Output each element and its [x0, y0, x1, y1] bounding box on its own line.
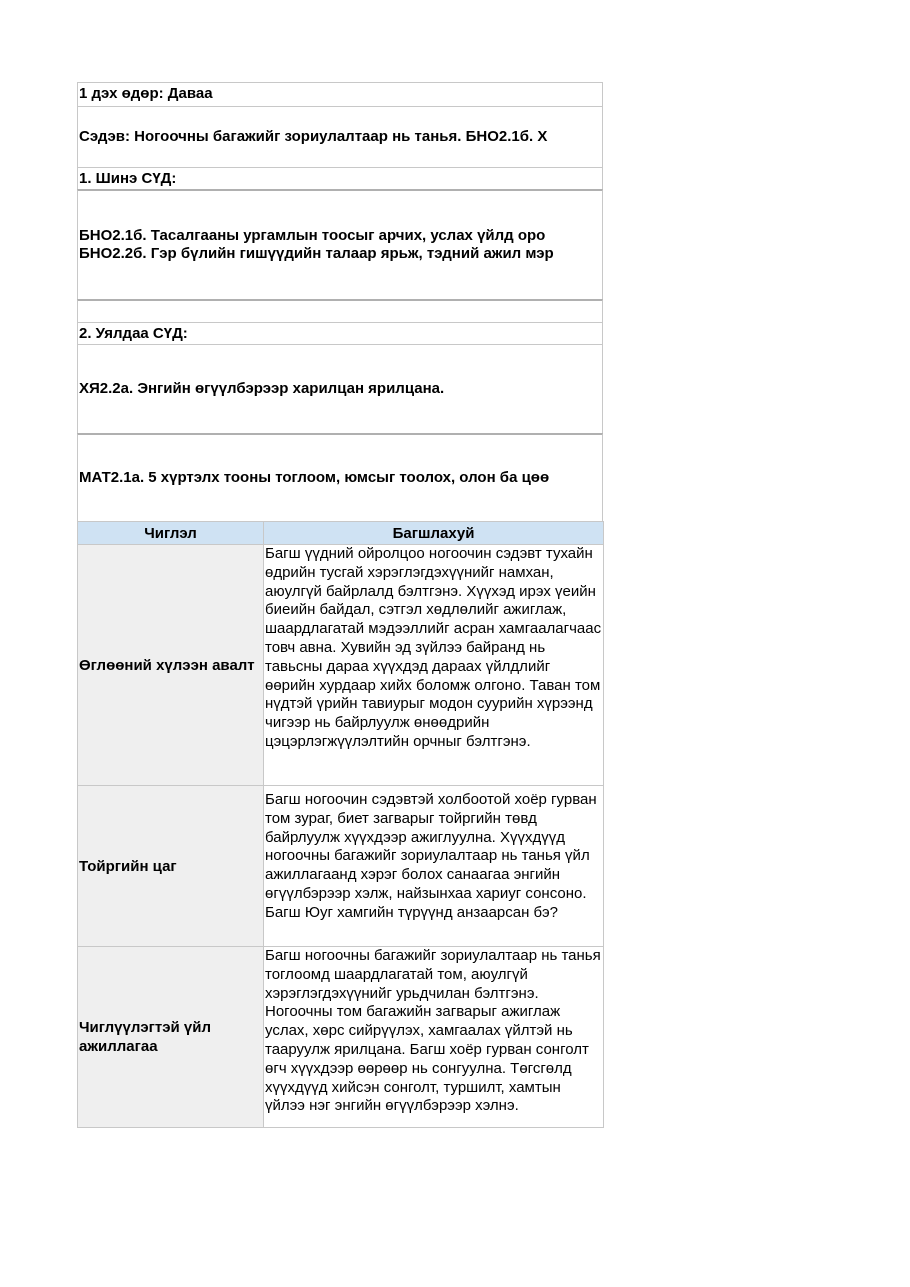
- table-row: [78, 947, 604, 1128]
- day-title: 1 дэх өдөр: Даваа: [79, 85, 213, 102]
- linked-goal-heading: 2. Уялдаа СҮД:: [79, 325, 188, 342]
- row-text: [264, 545, 604, 786]
- header-teaching: Багшлахуй: [264, 522, 604, 545]
- topic-text: Сэдэв: Ногоочны багажийг зориулалтаар нь танья. БНО2.1б. Х: [79, 128, 548, 145]
- linked-goal-1: ХЯ2.2а. Энгийн өгүүлбэрээр харилцан ярилцана.: [79, 380, 445, 397]
- linked-goal-1-row: [77, 344, 603, 433]
- linked-goal-2: МАТ2.1а. 5 хүртэлх тооны тоглоом, юмсыг тоолох, олон ба цөө: [79, 469, 550, 486]
- new-goal-1: БНО2.1б. Тасалгааны ургамлын тоосыг арчих, услах үйлд оро: [79, 227, 546, 244]
- day-title-row: [77, 82, 603, 106]
- topic-row: [77, 106, 603, 167]
- row-category: Чиглүүлэгтэй үйл ажиллагаа: [78, 947, 264, 1128]
- new-goal-2: БНО2.2б. Гэр бүлийн гишүүдийн талаар ярьж, тэдний ажил мэр: [79, 245, 554, 262]
- table-row: [78, 545, 604, 786]
- row-text-content: Багш ногоочин сэдэвтэй холбоотой хоёр гурван том зураг, биет загварыг тойргийн төвд байрлуулж хүүхдээр ажиглуулна. Хүүхдүүд ногоочны багажийг зориулалтаар нь танья үйл ажиллагаанд хэрэг болох санаагаа энгийн өгүүлбэрээр хэлж, найзынхаа хариуг сонсоно. Багш Юуг хамгийн түрүүнд анзаарсан бэ?: [265, 791, 597, 921]
- new-goal-heading-row: [77, 167, 603, 189]
- row-text-content: Багш үүдний ойролцоо ногоочин сэдэвт тухайн өдрийн тусгай хэрэглэгдэхүүнийг намхан, аюулгүй байрлалд бэлтгэнэ. Хүүхэд ирэх үеийн биеийн байдал, сэтгэл хөдлөлийг ажиглаж, шаардлагатай мэдээллийг асран хамгаалагчаас товч авна. Хувийн эд зүйлээ байранд нь тавьсны дараа хүүхдэд дараах үйлдлийг өөрийн хурдаар хийх боломж олгоно. Таван том нүдтэй үрийн тавиурыг модон суурийн хүрээнд чигээр нь байрлуулж өнөөдрийн цэцэрлэгжүүлэлтийн орчныг бэлтгэнэ.: [265, 545, 602, 750]
- table-header-row: [78, 522, 604, 545]
- header-direction: Чиглэл: [78, 522, 264, 545]
- new-goal-heading: 1. Шинэ СҮД:: [79, 170, 177, 187]
- table-row: [78, 786, 604, 947]
- row-category: Тойргийн цаг: [78, 786, 264, 947]
- row-category: Өглөөний хүлээн авалт: [78, 545, 264, 786]
- empty-row: [77, 299, 603, 322]
- lesson-plan-sheet: [77, 82, 603, 1128]
- row-text-content: Багш ногоочны багажийг зориулалтаар нь танья тоглоомд шаардлагатай том, аюулгүй хэрэглэгдэхүүнийг урьдчилан бэлтгэнэ. Ногоочны том багажийн загварыг ажиглаж услах, хөрс сийрүүлэх, хамгаалах үйлтэй нь тааруулж ярилцана. Багш хоёр гурван сонголт өгч хүүхдээр өөрөөр нь сонгуулна. Төгсгөлд хүүхдүүд хийсэн сонголт, туршилт, хамтын үйлээ нэг энгийн өгүүлбэрээр хэлнэ.: [265, 947, 601, 1115]
- new-goals-row: [77, 189, 603, 299]
- row-text: [264, 786, 604, 947]
- linked-goal-heading-row: [77, 322, 603, 344]
- activity-table: [77, 521, 604, 1128]
- linked-goal-2-row: [77, 433, 603, 521]
- row-text: [264, 947, 604, 1128]
